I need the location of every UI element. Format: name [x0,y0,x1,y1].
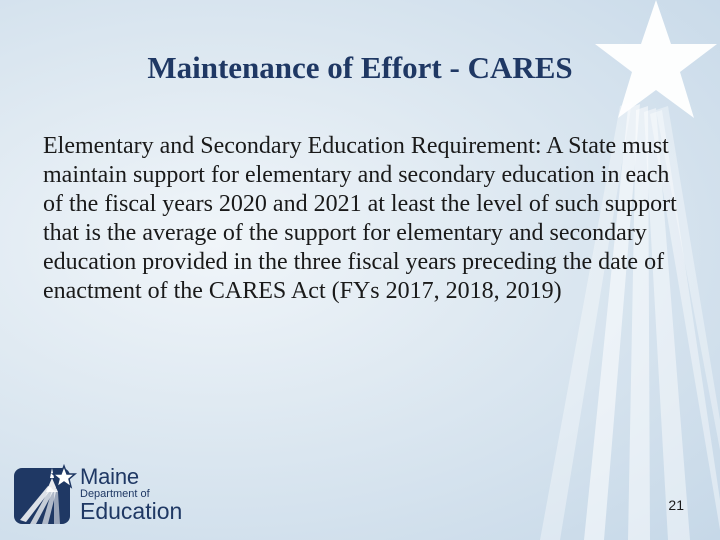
maine-doe-star-logo-icon [12,462,78,526]
logo-line-education: Education [80,498,183,524]
logo-line-maine: Maine [80,464,139,489]
slide-title: Maintenance of Effort - CARES [147,50,573,85]
maine-doe-logo [12,462,202,530]
page-number: 21 [668,497,684,513]
logo-line-department: Department of [80,488,150,500]
slide-body-text: Elementary and Secondary Education Requirement: A State must maintain support for elementary and secondary education in each of the fiscal years 2020 and 2021 at least the level of such support that is the average of the support for elementary and secondary education provided in the three fiscal years preceding the date of enactment of the CARES Act (FYs 2017, 2018, 2019) [43,133,677,304]
